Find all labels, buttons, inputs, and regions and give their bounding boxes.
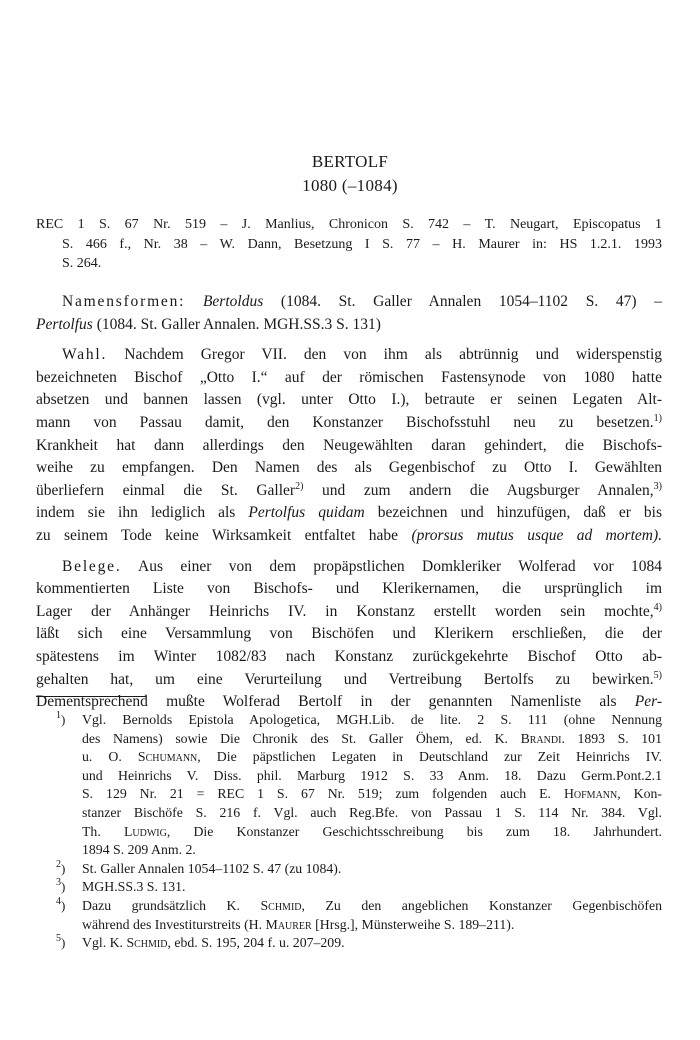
footnote-ref: 2) [295, 480, 304, 492]
footnote-ref: 1) [653, 412, 662, 424]
text-span: , Die päpstlichen Legaten in Deutschland zur Zeit Heinrichs IV. [197, 749, 662, 765]
text-span: indem sie ihn lediglich als [36, 504, 236, 522]
text-span: Dazu grundsätzlich K. [82, 897, 240, 913]
source-references [36, 215, 662, 274]
wahl-line: absetzen und bannen lassen (vgl. unter Otto I.), betraute er seinen Legaten Alt- [36, 391, 662, 409]
name-form: Bertoldus [202, 293, 264, 310]
author-name: Ludwig [123, 823, 167, 839]
footnote-number: $^5$) [56, 933, 66, 951]
text-span: Vgl. K. [82, 935, 124, 951]
author-name: Schmid [260, 897, 302, 913]
wahl-line: Krankheit hat dann allerdings den Neugewählten daran gehindert, die Bischofs- [36, 436, 662, 454]
footnotes [56, 711, 662, 953]
text-span: Lager der Anhänger Heinrichs IV. in Konstanz erstellt worden sein mochte, [36, 602, 654, 620]
text-span: zu seinem Tode keine Wirksamkeit entfaltet habe [36, 526, 399, 544]
footnote-ref: 3) [653, 480, 662, 492]
footnote-number: $^2$) [56, 858, 66, 876]
name-reference: (1084. St. Galler Annalen. MGH.SS.3 S. 131) [96, 315, 381, 333]
text-span: während des Investiturstreits (H. [82, 916, 263, 932]
belege-line: spätestens im Winter 1082/83 nach Konstanz zurückgekehrte Bischof Otto ab- [36, 647, 662, 665]
text-span: mann von Passau damit, den Konstanzer Bischofsstuhl neu zu besetzen. [36, 413, 654, 431]
author-name: Hofmann [563, 786, 618, 802]
text-span: des Namens) sowie Die Chronik des St. Galler Öhem, ed. K. [82, 730, 508, 746]
footnote-line: MGH.SS.3 S. 131. [82, 879, 186, 895]
footnote-number: $^1$) [56, 710, 66, 727]
belege-line [36, 669, 662, 692]
footnote-divider [36, 696, 146, 697]
footnote-line [82, 934, 662, 953]
footnote-line [82, 748, 662, 767]
wahl-line [36, 525, 662, 548]
footnote-line [82, 823, 662, 842]
footnote-number: $^4$) [56, 895, 66, 913]
text-span: , Die Konstanzer Geschichtsschreibung bis zum 18. Jahrhundert. [166, 823, 662, 839]
text-span: [Hrsg.], Münsterweihe S. 189–211). [315, 916, 515, 932]
author-name: Brandi [520, 730, 562, 746]
footnote [56, 711, 662, 860]
footnote-line: 1894 S. 209 Anm. 2. [82, 842, 196, 858]
text-span: . 1893 S. 101 [561, 730, 662, 746]
name-reference: (1084. St. Galler Annalen 1054–1102 S. 47) – [280, 293, 662, 310]
text-span: gehalten hat, um eine Verurteilung und Vertreibung Bertolfs zu bewirken. [36, 670, 654, 688]
wahl-line [36, 502, 662, 525]
main-text [36, 291, 662, 714]
source-line: REC 1 S. 67 Nr. 519 – J. Manlius, Chronicon S. 742 – T. Neugart, Episcopatus 1 [36, 217, 662, 232]
footnote-line [82, 916, 662, 935]
text-span: Nachdem Gregor VII. den von ihm als abtrünnig und widerspenstig [124, 346, 663, 364]
text-span: , ebd. S. 195, 204 f. u. 207–209. [167, 935, 345, 951]
belege-line [36, 601, 662, 624]
latin-quote: (prorsus mutus usque ad mortem). [411, 526, 662, 544]
author-name: Schumann [137, 749, 198, 765]
footnote [56, 934, 662, 953]
text-span: bezeichnen und hinzufügen, daß er bis [377, 504, 662, 522]
footnote-line: und Heinrichs V. Diss. phil. Marburg 1912 S. 33 Anm. 18. Dazu Germ.Pont.2.1 [82, 767, 662, 783]
belege-line: kommentierten Liste von Bischofs- und Klerikernamen, die ursprünglich im [36, 580, 662, 598]
footnote-line [82, 730, 662, 749]
author-name: Maurer [265, 916, 312, 932]
footnote-ref-number: 1 [653, 412, 659, 424]
belege-line: läßt sich eine Versammlung von Bischöfen und Klerikern erschließen, die der [36, 625, 662, 643]
text-span: überliefern einmal die St. Galler [36, 481, 296, 499]
source-line: S. 466 f., Nr. 38 – W. Dann, Besetzung I S. 77 – H. Maurer in: HS 1.2.1. 1993 [62, 236, 662, 252]
wahl-line: bezeichneten Bischof „Otto I.“ auf der römischen Fastensynode von 1080 hatte [36, 368, 662, 386]
footnote-ref: 4) [653, 601, 662, 613]
latin-quote: Pertolfus quidam [248, 504, 365, 522]
namensformen-line [36, 314, 662, 337]
entry-title: BERTOLF [311, 152, 389, 171]
text-span: Dementsprechend mußte Wolferad Bertolf in der genannten Namenliste als [36, 693, 617, 711]
belege-line [36, 556, 662, 579]
footnote-number: $^3$) [56, 877, 66, 895]
name-form: Pertolfus [36, 315, 93, 333]
text-span: , Zu den angeblichen Konstanzer Gegenbischöfen [301, 897, 663, 913]
footnote [56, 878, 662, 897]
section-heading-belege: Belege. [62, 557, 122, 575]
section-heading-namensformen: Namensformen: [62, 293, 186, 310]
namensformen-paragraph [36, 291, 662, 314]
footnote-line: St. Galler Annalen 1054–1102 S. 47 (zu 1084). [82, 860, 342, 876]
wahl-line: weihe zu empfangen. Den Namen des als Gegenbischof zu Otto I. Gewählten [36, 459, 662, 477]
section-heading-wahl: Wahl. [62, 346, 108, 364]
entry-dates: 1080 (–1084) [302, 176, 398, 195]
source-line: S. 264. [62, 256, 102, 271]
footnote [56, 897, 662, 934]
wahl-line [36, 344, 662, 367]
text-span: Per- [634, 693, 662, 711]
wahl-line [36, 412, 662, 435]
text-span: S. 129 Nr. 21 = REC 1 S. 67 Nr. 519; zum folgenden auch E. [82, 786, 551, 802]
footnote-line: Vgl. Bernolds Epistola Apologetica, MGH.Lib. de lite. 2 S. 111 (ohne Nennung [82, 712, 662, 727]
footnote [56, 860, 662, 879]
author-name: Schmid [126, 935, 168, 951]
text-span: Th. [82, 823, 101, 839]
wahl-line [36, 480, 662, 503]
footnote-line [82, 785, 662, 804]
text-span: , Kon- [617, 786, 662, 802]
text-span: u. O. [82, 749, 122, 765]
text-span: Aus einer von dem propäpstlichen Domkleriker Wolferad vor 1084 [138, 557, 662, 575]
footnote-line [82, 897, 662, 916]
footnote-line: stanzer Bischöfe S. 216 f. Vgl. auch Reg.Bfe. von Passau 1 S. 114 Nr. 384. Vgl. [82, 804, 662, 820]
text-span: und zum andern die Augsburger Annalen, [322, 481, 654, 499]
footnote-ref: 5) [653, 669, 662, 681]
